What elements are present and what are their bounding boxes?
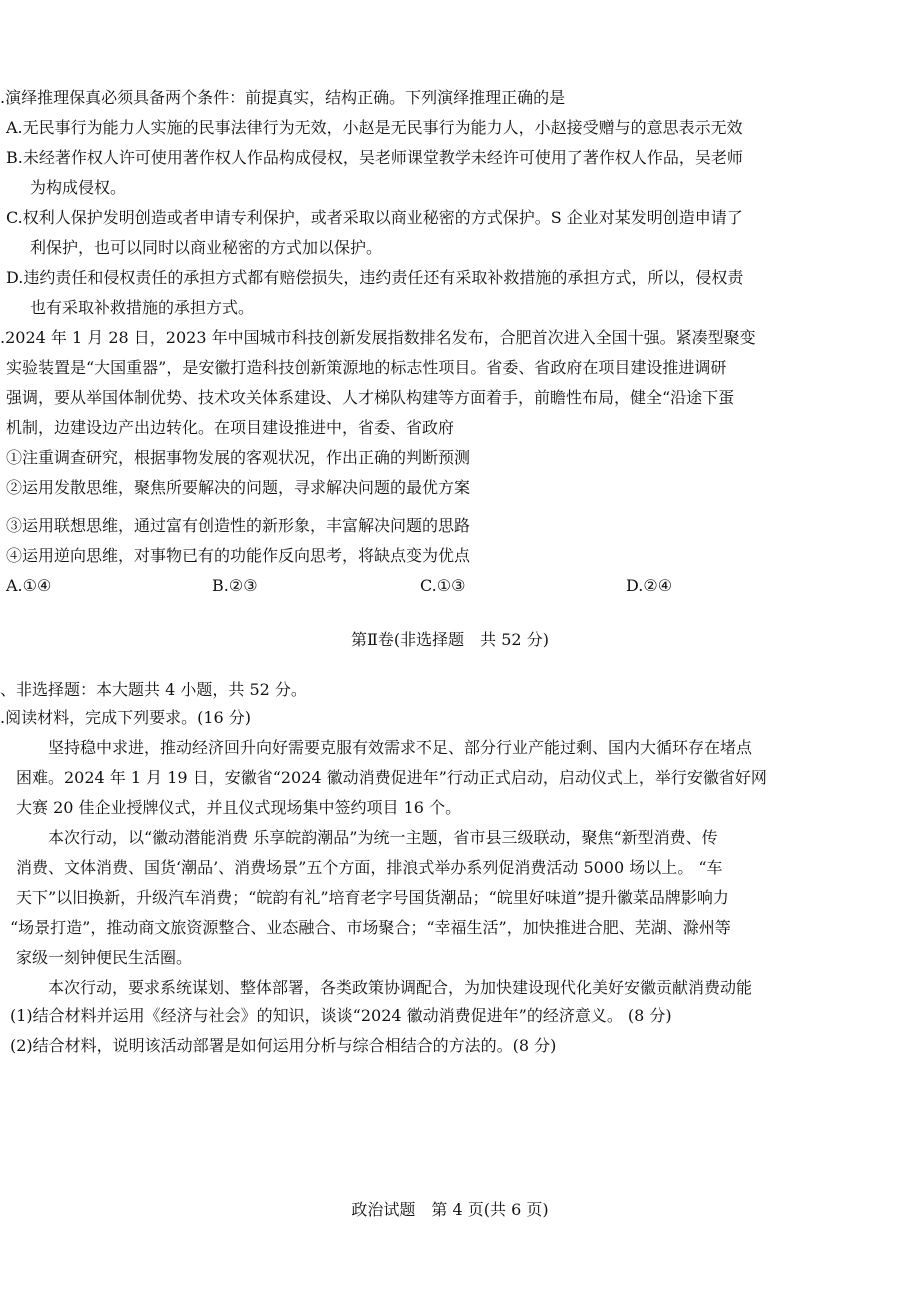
material-p2-line1: 本次行动，以“徽动潜能消费 乐享皖韵潮品”为统一主题，省市县三级联动，聚焦“新型消费、传 — [48, 828, 718, 847]
q16-stem-line4: 机制，边建设边产出边转化。在项目建设推进中，省委、省政府 — [6, 418, 455, 437]
q16-option-c: C.①③ — [420, 576, 466, 595]
q15-stem: .演绎推理保真必须具备两个条件：前提真实，结构正确。下列演绎推理正确的是 — [0, 88, 566, 107]
section-ii-title: 第Ⅱ卷(非选择题 共 52 分) — [351, 630, 549, 649]
q15-option-a: A.无民事行为能力人实施的民事法律行为无效，小赵是无民事行为能力人，小赵接受赠与的意思表示无效 — [6, 118, 743, 137]
q15-option-c-cont: 利保护，也可以同时以商业秘密的方式加以保护。 — [30, 238, 383, 257]
material-p2-line3: 天下”以旧换新，升级汽车消费；“皖韵有礼”培育老字号国货潮品；“皖里好味道”提升徽菜品牌影响力 — [16, 888, 729, 907]
q16-stem-line1: .2024 年 1 月 28 日，2023 年中国城市科技创新发展指数排名发布，合肥首次进入全国十强。紧凑型聚变 — [0, 328, 756, 347]
q15-option-d-cont: 也有采取补救措施的承担方式。 — [30, 298, 255, 317]
q16-option-a: A.①④ — [6, 576, 52, 595]
q15-option-c: C.权利人保护发明创造或者申请专利保护，或者采取以商业秘密的方式保护。S 企业对某发明创造申请了 — [6, 208, 743, 227]
material-p1-line1: 坚持稳中求进，推动经济回升向好需要克服有效需求不足、部分行业产能过剩、国内大循环存在堵点 — [48, 738, 753, 757]
material-p1-line3: 大赛 20 佳企业授牌仪式，并且仪式现场集中签约项目 16 个。 — [16, 798, 462, 817]
q16-stem-line3: 强调，要从举国体制优势、技术攻关体系建设、人才梯队构建等方面着手，前瞻性布局，健全“沿途下蛋 — [6, 388, 735, 407]
q15-option-b: B.未经著作权人许可使用著作权人作品构成侵权，吴老师课堂教学未经许可使用了著作权人作品，吴老师 — [6, 148, 743, 167]
q16-stem-line2: 实验装置是“大国重器”，是安徽打造科技创新策源地的标志性项目。省委、省政府在项目建设推进调研 — [6, 358, 727, 377]
q16-option-d: D.②④ — [626, 576, 673, 595]
material-p2-line5: 家级一刻钟便民生活圈。 — [16, 948, 193, 967]
q16-statement-4: ④运用逆向思维，对事物已有的功能作反向思考，将缺点变为优点 — [6, 546, 471, 565]
q16-option-b: B.②③ — [212, 576, 258, 595]
q17-stem: .阅读材料，完成下列要求。(16 分) — [0, 708, 252, 727]
q15-option-d: D.违约责任和侵权责任的承担方式都有赔偿损失，违约责任还有采取补救措施的承担方式，所以，侵权责 — [6, 268, 744, 287]
material-p2-line4: “场景打造”，推动商文旅资源整合、业态融合、市场聚合；“幸福生活”，加快推进合肥、芜湖、滁州等 — [10, 918, 731, 937]
material-p2-line2: 消费、文体消费、国货‘潮品’、消费场景”五个方面，排浪式举办系列促消费活动 5000 场以上。 “车 — [16, 858, 723, 877]
q15-option-b-cont: 为构成侵权。 — [30, 178, 127, 197]
material-p1-line2: 困难。2024 年 1 月 19 日，安徽省“2024 徽动消费促进年”行动正式启动，启动仪式上，举行安徽省好网 — [16, 768, 767, 787]
q16-statement-2: ②运用发散思维，聚焦所要解决的问题，寻求解决问题的最优方案 — [6, 478, 471, 497]
q17-sub1: (1)结合材料并运用《经济与社会》的知识，谈谈“2024 徽动消费促进年”的经济意义。 (8 分) — [10, 1006, 672, 1025]
material-p3-line1: 本次行动，要求系统谋划、整体部署，各类政策协调配合，为加快建设现代化美好安徽贡献消费动能 — [48, 978, 753, 997]
part2-heading: 、非选择题：本大题共 4 小题，共 52 分。 — [0, 680, 307, 699]
q17-sub2: (2)结合材料，说明该活动部署是如何运用分析与综合相结合的方法的。(8 分) — [10, 1036, 557, 1055]
q16-statement-1: ①注重调查研究，根据事物发展的客观状况，作出正确的判断预测 — [6, 448, 471, 467]
q16-statement-3: ③运用联想思维，通过富有创造性的新形象，丰富解决问题的思路 — [6, 516, 471, 535]
page-footer: 政治试题 第 4 页(共 6 页) — [351, 1200, 549, 1219]
